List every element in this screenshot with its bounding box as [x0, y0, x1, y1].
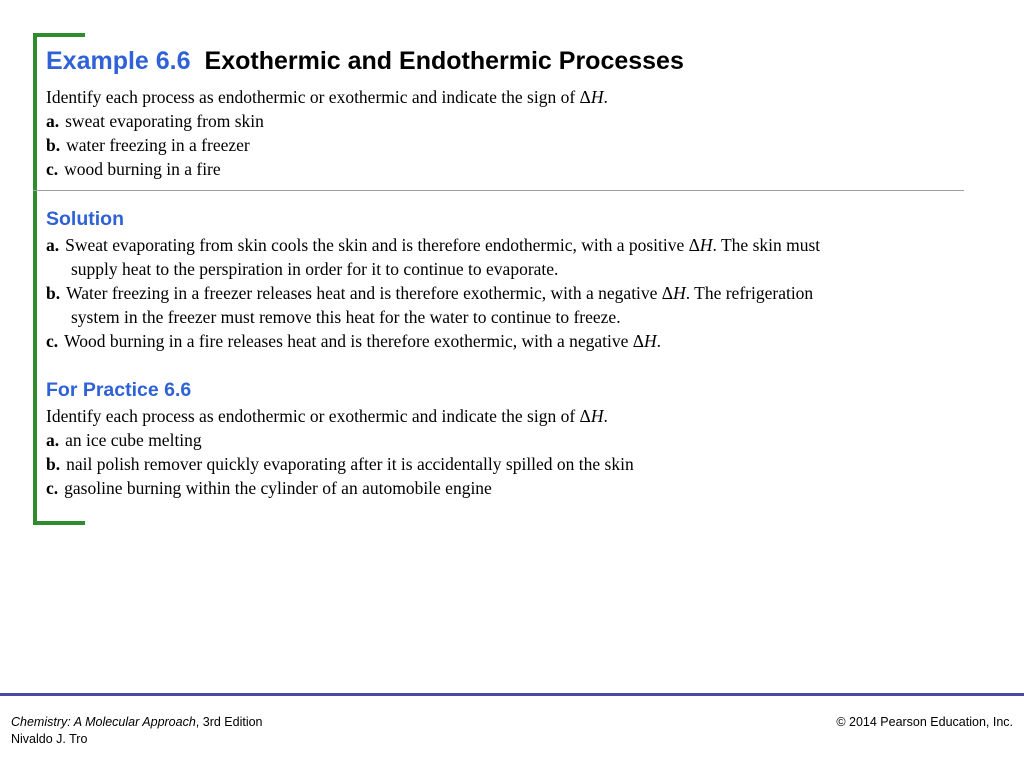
solution-heading: Solution — [46, 208, 124, 230]
book-author: Nivaldo J. Tro — [11, 732, 88, 746]
practice-item-a: a. an ice cube melting — [46, 430, 202, 450]
footer-rule — [0, 693, 1024, 696]
book-edition: , 3rd Edition — [195, 715, 263, 729]
example-number: Example 6.6 — [46, 47, 191, 75]
slide-title — [46, 44, 684, 78]
solution-a-line2: supply heat to the perspiration in order for it to continue to evaporate. — [71, 259, 559, 279]
practice-heading: For Practice 6.6 — [46, 379, 192, 401]
footer-book-info — [11, 714, 263, 748]
solution-c-line1: c. Wood burning in a fire releases heat and is therefore exothermic, with a negative ΔH. — [46, 331, 662, 351]
practice-item-c: c. gasoline burning within the cylinder of an automobile engine — [46, 478, 492, 498]
problem-item-a: a. sweat evaporating from skin — [46, 111, 264, 131]
section-divider — [33, 190, 964, 191]
footer-copyright: © 2014 Pearson Education, Inc. — [836, 715, 1013, 729]
solution-a-line1: a. Sweat evaporating from skin cools the skin and is therefore endothermic, with a positive ΔH. The skin must — [46, 235, 821, 255]
practice-item-b: b. nail polish remover quickly evaporating after it is accidentally spilled on the skin — [46, 454, 634, 474]
solution-b-line2: system in the freezer must remove this heat for the water to continue to freeze. — [71, 307, 621, 327]
book-title: Chemistry: A Molecular Approach — [11, 715, 196, 729]
example-name: Exothermic and Endothermic Processes — [204, 47, 684, 75]
practice-prompt: Identify each process as endothermic or exothermic and indicate the sign of ΔH. — [46, 406, 608, 426]
problem-item-b: b. water freezing in a freezer — [46, 135, 250, 155]
problem-prompt: Identify each process as endothermic or exothermic and indicate the sign of ΔH. — [46, 87, 608, 107]
solution-b-line1: b. Water freezing in a freezer releases heat and is therefore exothermic, with a negative ΔH. The refrigeration — [46, 283, 814, 303]
problem-item-c: c. wood burning in a fire — [46, 159, 221, 179]
